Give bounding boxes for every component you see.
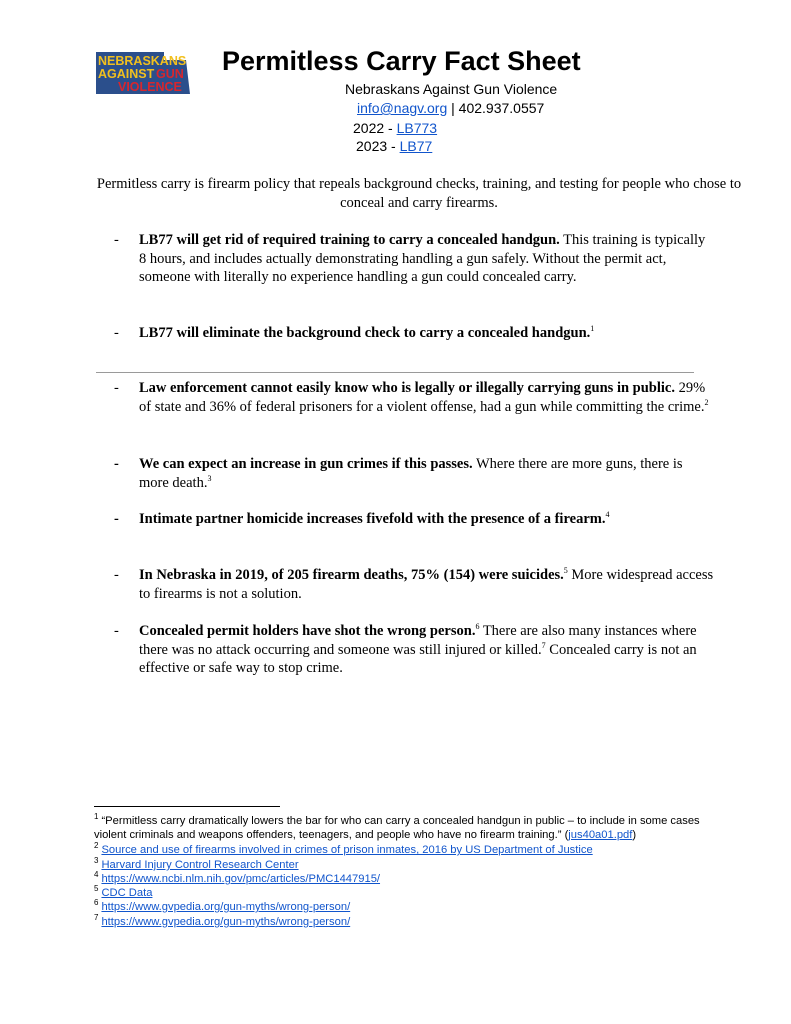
logo-line1: NEBRASKANS [98,54,187,68]
footnote-6 [94,900,704,914]
logo-line3: VIOLENCE [118,80,182,94]
list-item [114,324,714,343]
footnote-link[interactable]: CDC Data [101,887,153,899]
footnote-text-end: ) [632,829,637,841]
footnote-ref[interactable]: 7 [541,640,546,650]
bill-link-lb773[interactable]: LB773 [396,120,438,136]
bill-year: 2023 - [356,138,400,154]
bill-line-2023 [356,137,432,155]
bullet-heading: Concealed permit holders have shot the wrong person. [139,623,476,639]
bullet-heading: We can expect an increase in gun crimes if this passes. [139,456,473,472]
footnote-4 [94,872,704,886]
footnote-link[interactable]: https://www.gvpedia.org/gun-myths/wrong-person/ [101,901,351,913]
footnote-ref[interactable]: 5 [563,566,568,576]
footnote-link[interactable]: https://www.gvpedia.org/gun-myths/wrong-person/ [101,916,351,928]
section-divider [96,372,694,373]
bill-link-lb77[interactable]: LB77 [399,138,433,154]
footnote-number: 5 [94,884,99,894]
bullet-heading: Intimate partner homicide increases fivefold with the presence of a firearm. [139,511,606,527]
bullet-body: Concealed carry is not an effective or safe way to stop crime. [139,641,697,676]
bullet-body: 29% of state and 36% of federal prisoners for a violent offense, had a gun while committing the crime. [139,380,706,415]
footnote-ref[interactable]: 1 [590,324,595,334]
footnote-number: 6 [94,898,99,908]
bill-line-2022 [353,119,437,137]
bullet-body: Where there are more guns, there is more death. [139,456,683,491]
intro-paragraph: Permitless carry is firearm policy that repeals background checks, training, and testing for people who chose to conceal and carry firearms. [96,176,742,211]
list-item [114,622,714,678]
footnote-5 [94,886,704,900]
footnote-number: 7 [94,913,99,923]
bullet-body: This training is typically 8 hours, and includes actually demonstrating handling a gun safely. Without the permit act, someone with literally no experience handling a gun could concealed carry. [139,232,706,285]
footnote-3 [94,858,704,872]
list-item [114,510,714,529]
footnote-text: “Permitless carry dramatically lowers the bar for who can carry a concealed handgun in public – to include in some cases violent criminals and weapons offenders, teenagers, and people who have no firearm training.” ( [94,815,700,841]
footnote-link[interactable]: Harvard Injury Control Research Center [101,859,299,871]
list-item [114,455,714,492]
bullet-body: There are also many instances where there was no attack occurring and someone was still injured or killed. [139,623,697,658]
bullet-dash: - [114,623,119,639]
logo-line2b: GUN [156,67,184,81]
list-item [114,379,714,416]
bullet-dash: - [114,456,119,472]
footnote-1 [94,814,704,842]
footnote-ref[interactable]: 4 [605,510,610,520]
footnote-link[interactable]: Source and use of firearms involved in crimes of prison inmates, 2016 by US Department of Justice [101,844,593,856]
email-link[interactable]: info@nagv.org [357,100,448,116]
footnote-number: 2 [94,841,99,851]
footnote-link[interactable]: jus40a01.pdf [568,829,633,841]
bullet-dash: - [114,511,119,527]
phone-number: 402.937.0557 [458,100,545,116]
bullet-dash: - [114,325,119,341]
bullet-dash: - [114,380,119,396]
list-item [114,566,714,603]
footnote-number: 4 [94,870,99,880]
bullet-heading: In Nebraska in 2019, of 205 firearm deaths, 75% (154) were suicides. [139,567,564,583]
logo-line2a: AGAINST [98,67,155,81]
bullet-dash: - [114,232,119,248]
footnote-2 [94,843,704,857]
footnote-link[interactable]: https://www.ncbi.nlm.nih.gov/pmc/articles/PMC1447915/ [101,873,381,885]
contact-separator: | [447,100,459,116]
footnote-ref[interactable]: 3 [207,473,212,483]
list-item [114,231,714,287]
footnote-rule [94,806,280,807]
contact-line [357,99,544,117]
bullet-body: More widespread access to firearms is not a solution. [139,567,714,602]
bullet-heading: LB77 will eliminate the background check to carry a concealed handgun. [139,325,591,341]
page-title: Permitless Carry Fact Sheet [222,46,581,76]
bill-year: 2022 - [353,120,397,136]
org-name: Nebraskans Against Gun Violence [345,81,558,97]
bullet-dash: - [114,567,119,583]
footnote-number: 1 [94,812,99,822]
bullet-heading: Law enforcement cannot easily know who is legally or illegally carrying guns in public. [139,380,675,396]
footnote-ref[interactable]: 6 [475,622,480,632]
bullet-heading: LB77 will get rid of required training to carry a concealed handgun. [139,232,560,248]
footnote-7 [94,915,704,929]
footnote-number: 3 [94,856,99,866]
nagv-logo [94,50,192,96]
footnote-ref[interactable]: 2 [704,397,709,407]
